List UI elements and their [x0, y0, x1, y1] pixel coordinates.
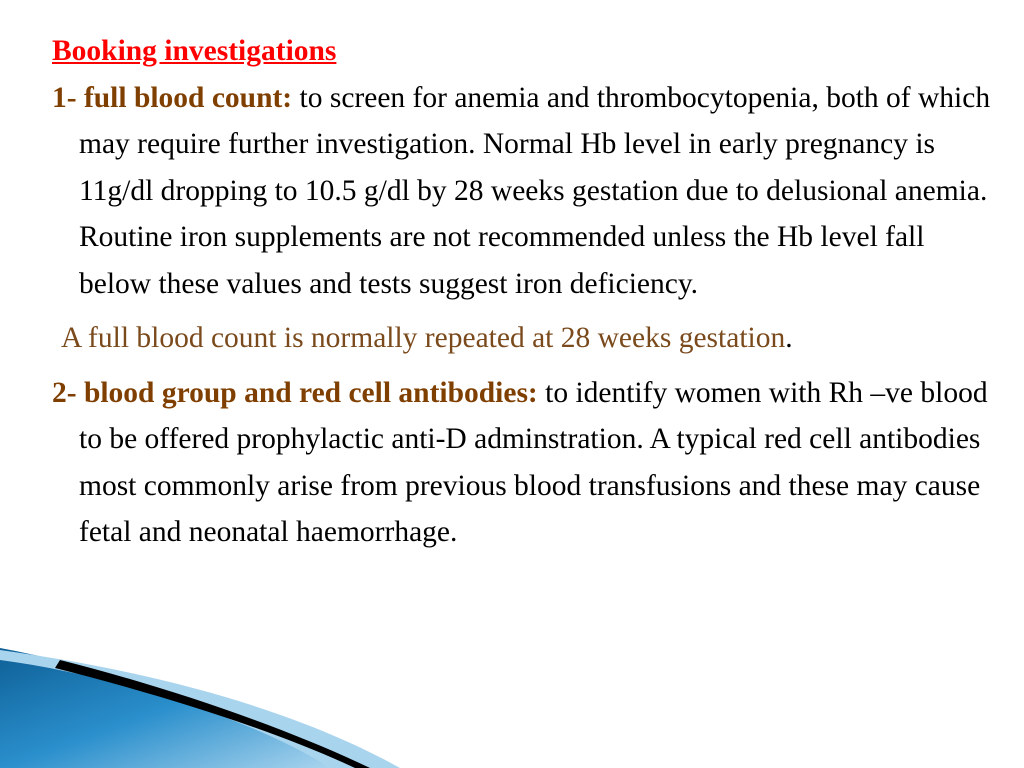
note-end: . — [785, 322, 793, 354]
note-repeat-fbc — [52, 315, 992, 362]
slide-heading: Booking investigations — [52, 35, 337, 67]
item-lead: 2- blood group and red cell antibodies: — [52, 376, 538, 409]
item-lead: 1- full blood count: — [52, 81, 293, 114]
slide-content — [52, 28, 992, 556]
item-text: to screen for anemia and thrombocytopenia, both of which may require further investigation. Normal Hb level in early pregnancy is 11g/dl dropping to 10.5 g/dl by 28 weeks gestation due to delusional anemia. Routine iron supplements are not recommended unless the Hb level fall below these values and tests suggest iron deficiency. — [79, 81, 991, 300]
item-text: to identify women with Rh –ve blood to be offered prophylactic anti-D adminstration. A typical red cell antibodies most commonly arise from previous blood transfusions and these may cause fetal and neonatal haemorrhage. — [79, 376, 988, 548]
item-full-blood-count — [52, 75, 992, 308]
item-blood-group — [52, 370, 992, 556]
note-text: A full blood count is normally repeated at 28 weeks gestation — [61, 322, 786, 354]
